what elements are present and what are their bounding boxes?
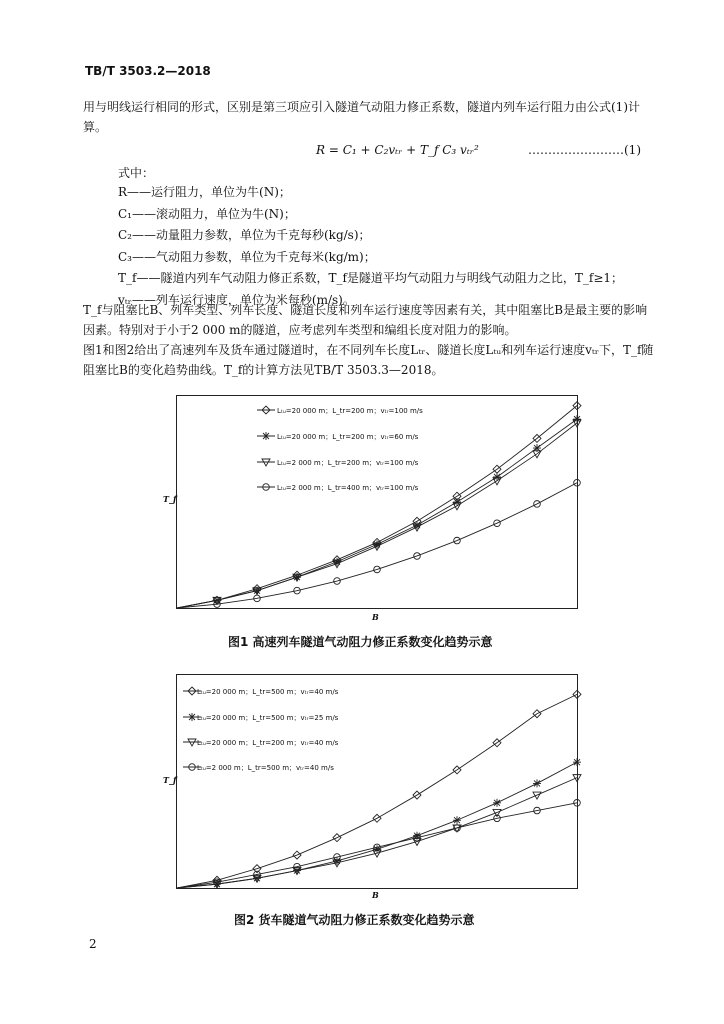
data-point [533,792,541,799]
where-label: 式中： [118,166,155,180]
paragraph-factors: T_f与阻塞比B、列车类型、列车长度、隧道长度和列车运行速度等因素有关，其中阻塞比B是最主要的影响因素。特别对于小于2 000 m的隧道，应考虑列车类型和编组长度对阻力的影响。 [83,303,648,337]
legend-marker [188,739,196,746]
figure-2-x-label: B [372,890,379,900]
data-point [453,816,461,824]
legend-entry: Lₜᵤ=20 000 m；L_tr=200 m；vₜᵣ=60 m/s [277,433,419,441]
series-line [177,778,577,888]
data-point [573,775,581,782]
series-line [177,423,577,608]
legend-entry: Lₜᵤ=2 000 m；L_tr=500 m；vₜᵣ=40 m/s [197,764,334,772]
definition-item: C₂——动量阻力参数，单位为千克每秒(kg/s)； [118,228,371,242]
data-point [573,758,581,766]
legend-marker [262,432,270,440]
paragraph-figures: 图1和图2给出了高速列车及货车通过隧道时，在不同列车长度Lₜᵣ、隧道长度Lₜᵤ和列车运行速度vₜᵣ下，T_f随阻塞比B的变化趋势曲线。T_f的计算方法见TB/T 3503.3—2018。 [83,343,654,377]
series-line [177,762,577,888]
document-code: TB/T 3503.2—2018 [85,64,211,78]
definition-list [118,182,623,311]
formula-number: ……………………(1) [528,143,641,157]
legend-entry: Lₜᵤ=20 000 m；L_tr=500 m；vₜᵣ=40 m/s [197,688,339,696]
page-number: 2 [89,937,97,951]
figure-2-y-label: T_f [163,775,177,785]
series-line [177,694,577,888]
legend-entry: Lₜᵤ=2 000 m；L_tr=200 m；vₜᵣ=100 m/s [277,459,419,467]
definition-item: T_f——隧道内列车气动阻力修正系数，T_f是隧道平均气动阻力与明线气动阻力之比，T_f≥1； [118,271,624,285]
figure-1-plot [177,396,577,608]
legend-marker [262,459,270,466]
figure-2-plot [177,675,577,888]
legend-entry: Lₜᵤ=20 000 m；L_tr=200 m；vₜᵣ=40 m/s [197,739,339,747]
legend-entry: Lₜᵤ=20 000 m；L_tr=500 m；vₜᵣ=25 m/s [197,714,339,722]
figure-1-x-label: B [372,612,379,622]
data-point [493,799,501,807]
figure-2-chart [176,674,578,889]
legend-entry: Lₜᵤ=2 000 m；L_tr=400 m；vₜᵣ=100 m/s [277,484,419,492]
definition-item: vₜᵣ——列车运行速度，单位为米每秒(m/s)。 [118,292,355,307]
figure-1-chart [176,395,578,609]
definition-item: R——运行阻力，单位为牛(N)； [118,185,291,199]
legend-entry: Lₜᵤ=20 000 m；L_tr=200 m；vₜᵣ=100 m/s [277,407,423,415]
formula-1: R = C₁ + C₂vₜᵣ + T_f C₃ vₜᵣ² [316,143,479,157]
figure-1-y-label: T_f [163,494,177,504]
figure-2-caption: 图2 货车隧道气动阻力修正系数变化趋势示意 [234,913,475,927]
definition-item: C₃——气动阻力参数，单位为千克每米(kg/m)； [118,249,376,264]
figure-1-caption: 图1 高速列车隧道气动阻力修正系数变化趋势示意 [228,635,493,649]
definition-item: C₁——滚动阻力，单位为牛(N)； [118,206,296,221]
legend-marker [188,713,196,721]
paragraph-intro: 用与明线运行相同的形式，区别是第三项应引入隧道气动阻力修正系数，隧道内列车运行阻力由公式(1)计算。 [83,100,641,134]
data-point [533,779,541,787]
